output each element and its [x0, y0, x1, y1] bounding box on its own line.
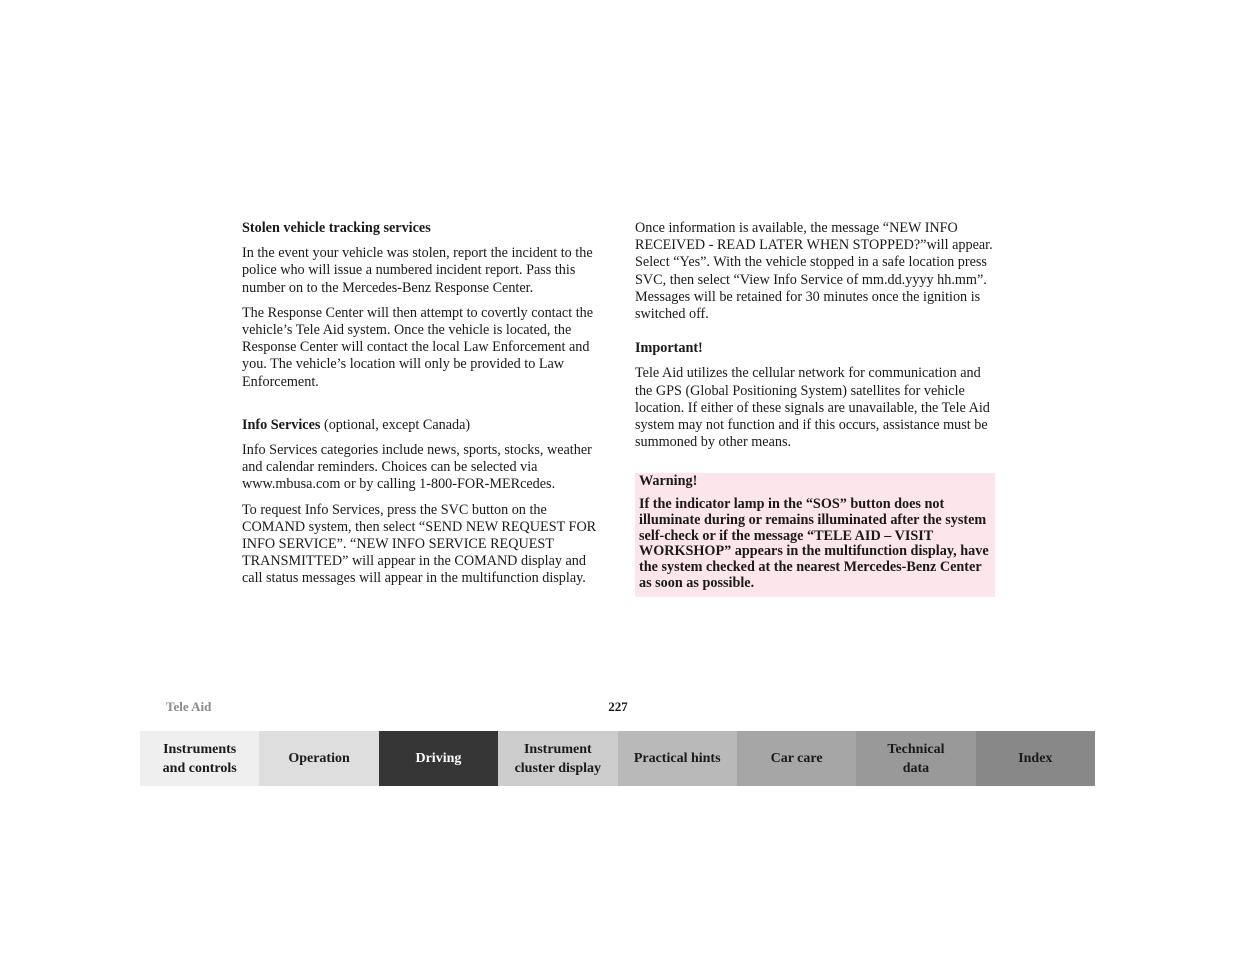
info-services-heading-note: (optional, except Canada): [320, 416, 471, 433]
stolen-vehicle-heading: Stolen vehicle tracking services: [242, 220, 431, 236]
nav-tab-car-care[interactable]: Car care: [737, 731, 856, 786]
warning-box: [635, 473, 995, 597]
important-heading: Important!: [635, 340, 703, 357]
info-paragraph-1: Info Services categories include news, sports, stocks, weather and calendar reminders. Choices can be selected via www.mbusa.com or by calling 1-800-FOR-MERcedes.: [242, 442, 592, 493]
nav-tab-operation[interactable]: Operation: [259, 731, 378, 786]
nav-tab-practical-hints[interactable]: Practical hints: [618, 731, 737, 786]
page-number: 227: [608, 699, 628, 714]
info-services-heading-bold: Info Services: [242, 416, 321, 433]
left-column: [242, 220, 604, 596]
nav-tab-instrument-cluster-display[interactable]: Instrument cluster display: [498, 731, 617, 786]
warning-title: Warning!: [639, 473, 698, 490]
warning-text: If the indicator lamp in the “SOS” button does not illuminate during or remains illuminated after the system self-check or if the message “TELE AID – VISIT WORKSHOP” appears in the multifunction display, have the system checked at the nearest Mercedes-Benz Center as soon as possible.: [639, 496, 989, 591]
chapter-nav: [140, 731, 1095, 786]
info-services-heading: [242, 417, 604, 434]
nav-tab-driving[interactable]: Driving: [379, 731, 498, 786]
nav-tab-index[interactable]: Index: [976, 731, 1095, 786]
right-column: [635, 220, 995, 597]
nav-tab-instruments-and-controls[interactable]: Instruments and controls: [140, 731, 259, 786]
info-available-paragraph: Once information is available, the message “NEW INFO RECEIVED - READ LATER WHEN STOPPED?”will appear. Select “Yes”. With the vehicle stopped in a safe location press SVC, then select “View Info Service of mm.dd.yyyy hh.mm”. Messages will be retained for 30 minutes once the ignition is switched off.: [635, 220, 993, 323]
stolen-paragraph-2: The Response Center will then attempt to covertly contact the vehicle’s Tele Aid system. Once the vehicle is located, the Response Center will contact the local Law Enforcement and you. The vehicle’s location will only be provided to Law Enforcement.: [242, 304, 594, 390]
footer-section-title: Tele Aid: [166, 699, 212, 714]
nav-tab-technical-data[interactable]: Technical data: [856, 731, 975, 786]
info-paragraph-2: To request Info Services, press the SVC button on the COMAND system, then select “SEND NEW REQUEST FOR INFO SERVICE”. “NEW INFO SERVICE REQUEST TRANSMITTED” will appear in the COMAND display and call status messages will appear in the multifunction display.: [242, 501, 597, 587]
important-paragraph: Tele Aid utilizes the cellular network for communication and the GPS (Global Positioning System) satellites for vehicle location. If either of these signals are unavailable, the Tele Aid system may not function and if this occurs, assistance must be summoned by other means.: [635, 365, 990, 451]
stolen-paragraph-1: In the event your vehicle was stolen, report the incident to the police who will issue a numbered incident report. Pass this number on to the Mercedes-Benz Response Center.: [242, 245, 593, 296]
